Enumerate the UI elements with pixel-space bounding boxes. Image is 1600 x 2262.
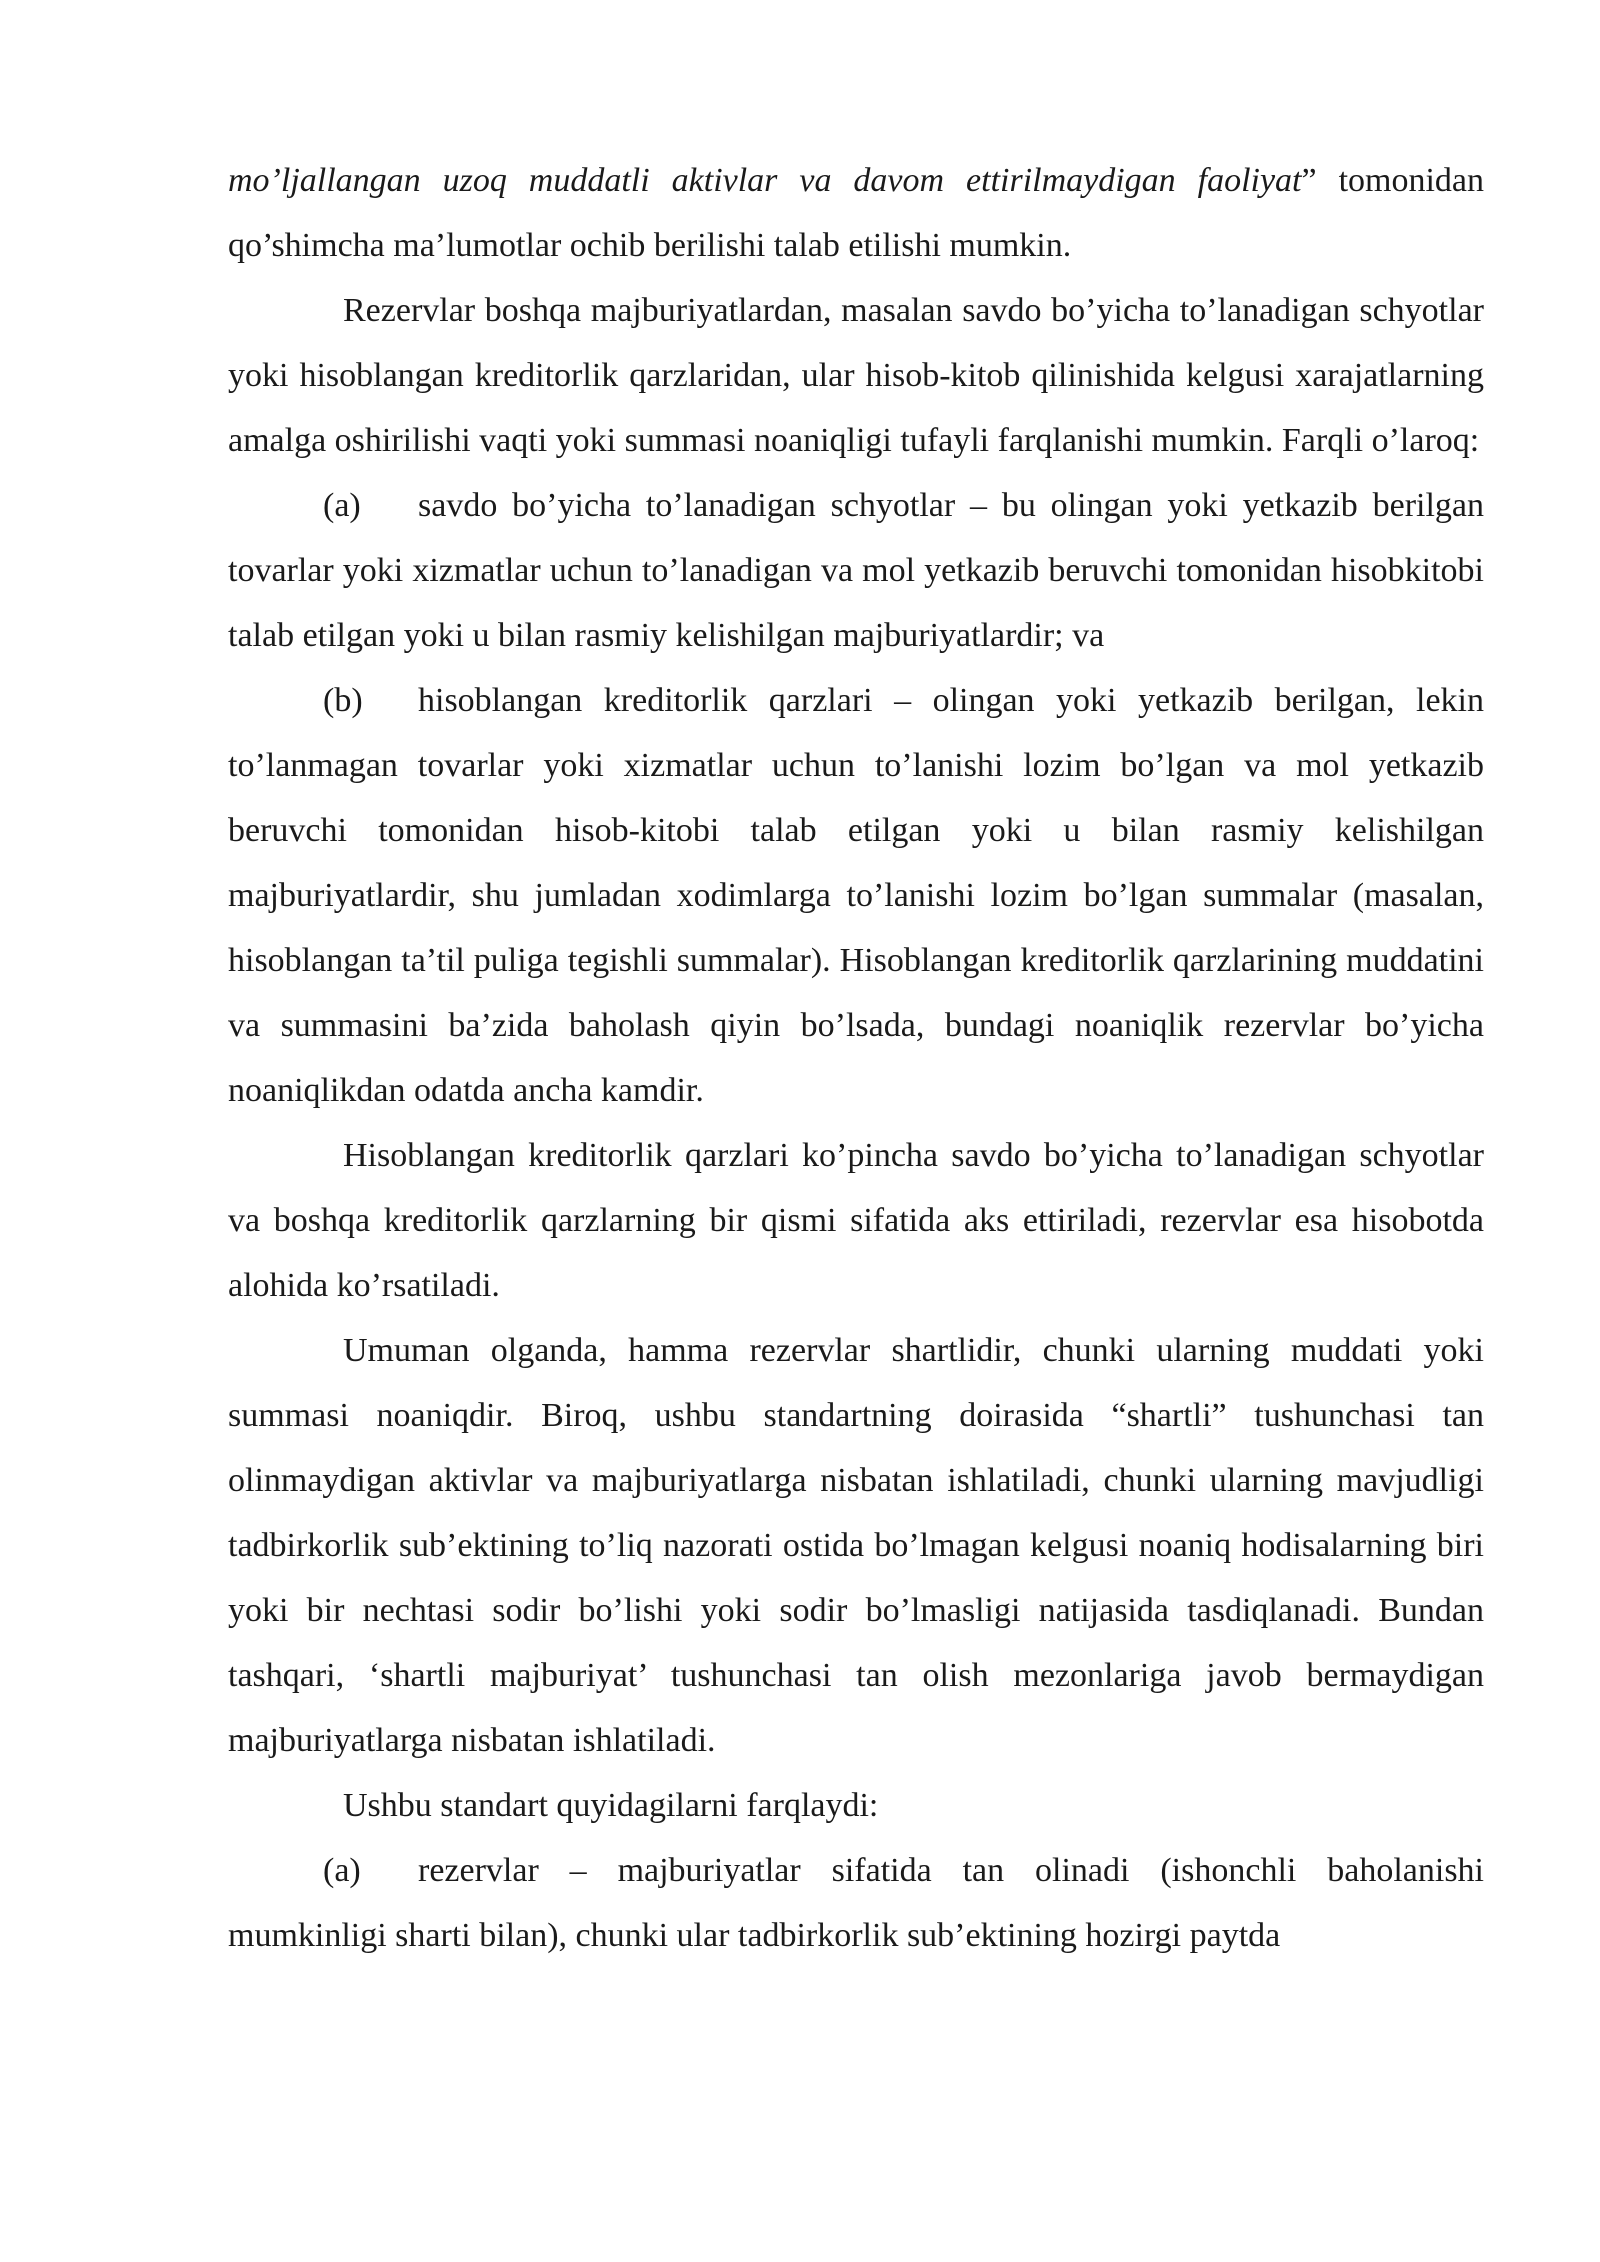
list-item-a-trade-payables [228, 473, 1484, 668]
list-item-label: (b) [323, 682, 363, 719]
list-item-text: hisoblangan kreditorlik qarzlari – olingan yoki yetkazib berilgan, lekin to’lanmagan tovarlar yoki xizmatlar uchun to’lanishi lozim bo’lgan va mol yetkazib beruvchi tomonidan hisob-kitobi talab etilgan yoki u bilan rasmiy kelishilgan majburiyatlardir, shu jumladan xodimlarga to’lanishi lozim bo’lgan summalar (masalan, hisoblangan ta’til puliga tegishli summalar). Hisoblangan kreditorlik qarzlarining muddatini va summasini ba’zida baholash qiyin bo’lsada, bundagi noaniqlik rezervlar bo’yicha noaniqlikdan odatda ancha kamdir. [228, 682, 1484, 1109]
paragraph-intro [228, 148, 1484, 278]
list-item-a-provisions [228, 1838, 1484, 1968]
list-item-text: rezervlar – majburiyatlar sifatida tan olinadi (ishonchli baholanishi mumkinligi sharti bilan), chunki ular tadbirkorlik sub’ektining hozirgi paytda [228, 1852, 1484, 1954]
paragraph-intro-rest: ” tomonidan qo’shimcha ma’lumotlar ochib berilishi talab etilishi mumkin. [228, 162, 1484, 264]
document-page [228, 148, 1484, 1968]
list-item-label: (a) [323, 487, 361, 524]
list-item-text: savdo bo’yicha to’lanadigan schyotlar – bu olingan yoki yetkazib berilgan tovarlar yoki xizmatlar uchun to’lanadigan va mol yetkazib beruvchi tomonidan hisobkitobi talab etilgan yoki u bilan rasmiy kelishilgan majburiyatlardir; va [228, 487, 1484, 654]
paragraph-accruals-reporting: Hisoblangan kreditorlik qarzlari ko’pincha savdo bo’yicha to’lanadigan schyotlar va boshqa kreditorlik qarzlarning bir qismi sifatida aks ettiriladi, rezervlar esa hisobotda alohida ko’rsatiladi. [228, 1137, 1484, 1304]
list-item-b-accruals [228, 668, 1484, 1123]
paragraph-contingent: Umuman olganda, hamma rezervlar shartlidir, chunki ularning muddati yoki summasi noaniqdir. Biroq, ushbu standartning doirasida “shartli” tushunchasi tan olinmaydigan aktivlar va majburiyatlarga nisbatan ishlatiladi, chunki ularning mavjudligi tadbirkorlik sub’ektining to’liq nazorati ostida bo’lmagan kelgusi noaniq hodisalarning biri yoki bir nechtasi sodir bo’lishi yoki sodir bo’lmasligi natijasida tasdiqlanadi. Bundan tashqari, ‘shartli majburiyat’ tushunchasi tan olish mezonlariga javob bermaydigan majburiyatlarga nisbatan ishlatiladi. [228, 1332, 1484, 1759]
paragraph-standard-distinguishes: Ushbu standart quyidagilarni farqlaydi: [343, 1787, 879, 1824]
list-item-label: (a) [323, 1852, 361, 1889]
italic-phrase: mo’ljallangan uzoq muddatli aktivlar va davom ettirilmaydigan faoliyat [228, 162, 1302, 199]
paragraph-rezervlar: Rezervlar boshqa majburiyatlardan, masalan savdo bo’yicha to’lanadigan schyotlar yoki hisoblangan kreditorlik qarzlaridan, ular hisob-kitob qilinishida kelgusi xarajatlarning amalga oshirilishi vaqti yoki summasi noaniqligi tufayli farqlanishi mumkin. Farqli o’laroq: [228, 292, 1484, 459]
